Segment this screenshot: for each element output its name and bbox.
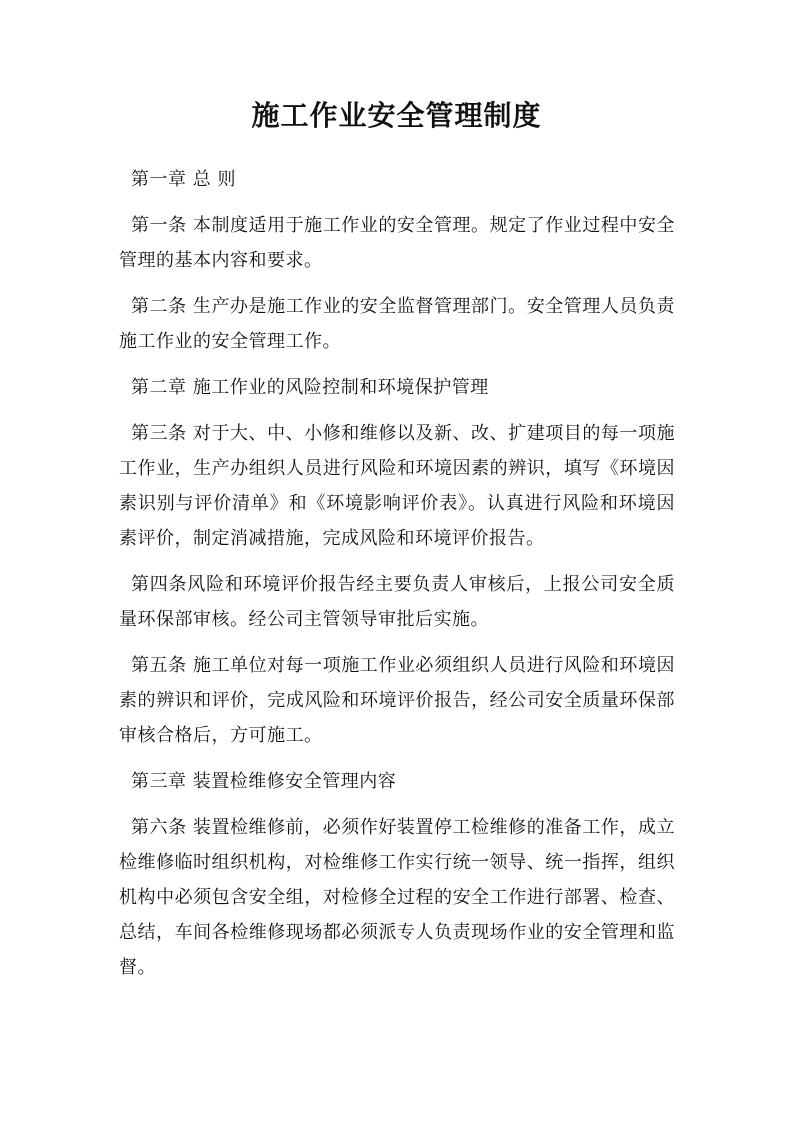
- document-body: [119, 162, 675, 996]
- article-paragraph: 第四条风险和环境评价报告经主要负责人审核后，上报公司安全质量环保部审核。经公司主管领导审批后实施。: [119, 574, 675, 630]
- article-paragraph: 第三条 对于大、中、小修和维修以及新、改、扩建项目的每一项施工作业，生产办组织人员进行风险和环境因素的辨识，填写《环境因素识别与评价清单》和《环境影响评价表》。认真进行风险和环境因素评价，制定消减措施，完成风险和环境评价报告。: [119, 423, 675, 549]
- chapter-heading: 第二章 施工作业的风险控制和环境保护管理: [131, 377, 489, 398]
- article-paragraph: 第五条 施工单位对每一项施工作业必须组织人员进行风险和环境因素的辨识和评价，完成风险和环境评价报告，经公司安全质量环保部审核合格后，方可施工。: [119, 655, 675, 746]
- chapter-heading: 第三章 装置检维修安全管理内容: [131, 771, 397, 792]
- article-paragraph: 第六条 装置检维修前，必须作好装置停工检维修的准备工作，成立检维修临时组织机构，对检维修工作实行统一领导、统一指挥，组织机构中必须包含安全组，对检修全过程的安全工作进行部署、检查、总结，车间各检维修现场都必须派专人负责现场作业的安全管理和监督。: [119, 817, 675, 978]
- article-paragraph: 第二条 生产办是施工作业的安全监督管理部门。安全管理人员负责施工作业的安全管理工作。: [119, 296, 675, 352]
- chapter-heading: 第一章 总 则: [131, 169, 236, 190]
- article-paragraph: 第一条 本制度适用于施工作业的安全管理。规定了作业过程中安全管理的基本内容和要求。: [119, 215, 675, 271]
- document-title: 施工作业安全管理制度: [251, 99, 542, 132]
